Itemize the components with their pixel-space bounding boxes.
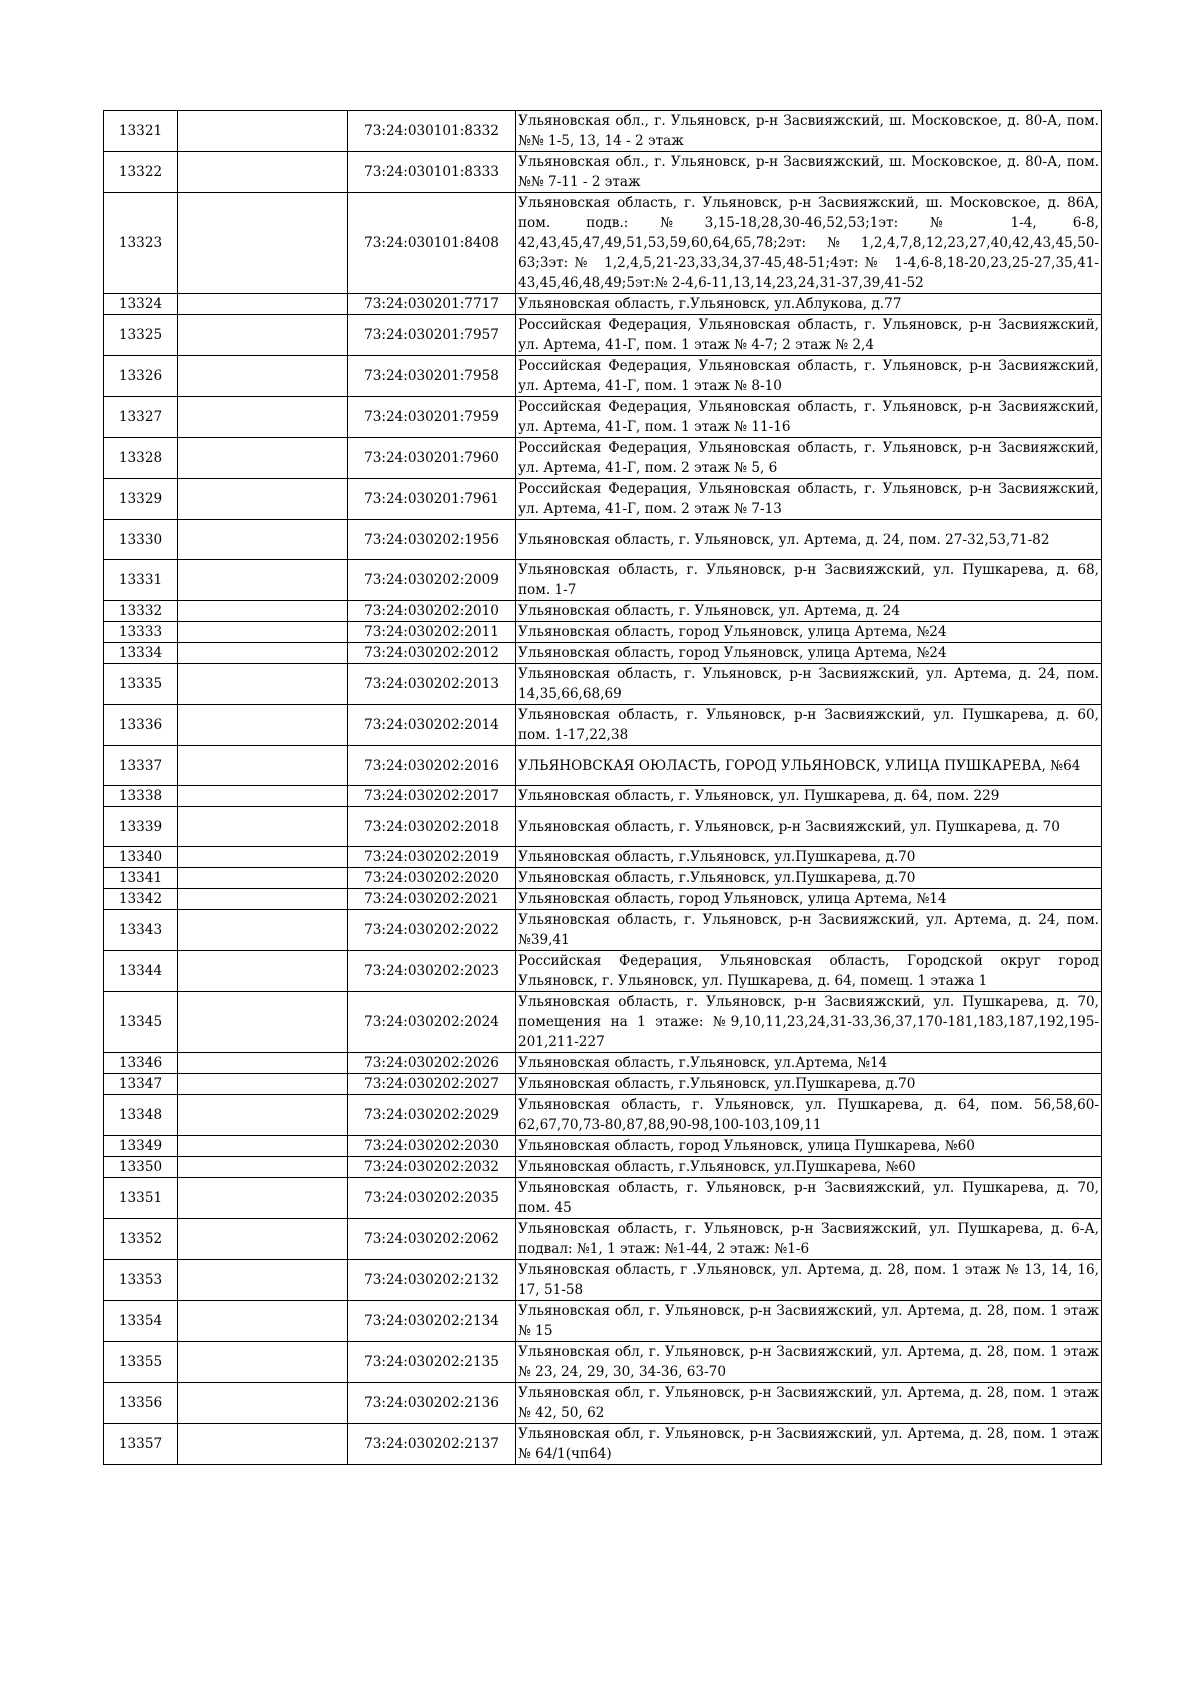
- table-row: [104, 951, 1102, 992]
- address-cell: Ульяновская область, г. Ульяновск, ул. Артема, д. 24: [516, 601, 1102, 622]
- address-cell: Ульяновская область, г .Ульяновск, ул. Артема, д. 28, пом. 1 этаж № 13, 14, 16, 17, 51-58: [516, 1260, 1102, 1301]
- empty-cell: [178, 397, 348, 438]
- address-cell: Ульяновская область, город Ульяновск, улица Артема, №14: [516, 889, 1102, 910]
- row-number-cell: 13337: [104, 746, 178, 786]
- empty-cell: [178, 746, 348, 786]
- empty-cell: [178, 1095, 348, 1136]
- table-row: [104, 786, 1102, 807]
- empty-cell: [178, 152, 348, 193]
- row-number-cell: 13333: [104, 622, 178, 643]
- table-row: [104, 193, 1102, 294]
- cadastral-number-cell: 73:24:030201:7957: [348, 315, 516, 356]
- address-cell: Ульяновская область, г.Ульяновск, ул.Пушкарева, д.70: [516, 868, 1102, 889]
- table-row: [104, 315, 1102, 356]
- row-number-cell: 13338: [104, 786, 178, 807]
- empty-cell: [178, 1157, 348, 1178]
- row-number-cell: 13352: [104, 1219, 178, 1260]
- cadastral-number-cell: 73:24:030202:2013: [348, 664, 516, 705]
- row-number-cell: 13351: [104, 1178, 178, 1219]
- address-cell: Российская Федерация, Ульяновская область, г. Ульяновск, р-н Засвияжский, ул. Артема, 41-Г, пом. 1 этаж № 4-7; 2 этаж № 2,4: [516, 315, 1102, 356]
- row-number-cell: 13353: [104, 1260, 178, 1301]
- row-number-cell: 13345: [104, 992, 178, 1053]
- address-cell: Российская Федерация, Ульяновская область, г. Ульяновск, р-н Засвияжский, ул. Артема, 41-Г, пом. 2 этаж № 7-13: [516, 479, 1102, 520]
- address-cell: Российская Федерация, Ульяновская область, г. Ульяновск, р-н Засвияжский, ул. Артема, 41-Г, пом. 1 этаж № 11-16: [516, 397, 1102, 438]
- table-row: [104, 479, 1102, 520]
- cadastral-number-cell: 73:24:030202:1956: [348, 520, 516, 560]
- address-cell: Российская Федерация, Ульяновская область, г. Ульяновск, р-н Засвияжский, ул. Артема, 41-Г, пом. 2 этаж № 5, 6: [516, 438, 1102, 479]
- empty-cell: [178, 868, 348, 889]
- row-number-cell: 13355: [104, 1342, 178, 1383]
- row-number-cell: 13334: [104, 643, 178, 664]
- table-row: [104, 746, 1102, 786]
- table-row: [104, 992, 1102, 1053]
- table-row: [104, 1136, 1102, 1157]
- empty-cell: [178, 847, 348, 868]
- registry-table-body: [104, 111, 1102, 1465]
- table-row: [104, 152, 1102, 193]
- cadastral-number-cell: 73:24:030101:8332: [348, 111, 516, 152]
- empty-cell: [178, 1301, 348, 1342]
- empty-cell: [178, 786, 348, 807]
- empty-cell: [178, 705, 348, 746]
- address-cell: Ульяновская область, г. Ульяновск, ул. Пушкарева, д. 64, пом. 229: [516, 786, 1102, 807]
- table-row: [104, 868, 1102, 889]
- row-number-cell: 13335: [104, 664, 178, 705]
- cadastral-number-cell: 73:24:030202:2135: [348, 1342, 516, 1383]
- address-cell: Ульяновская область, г. Ульяновск, ул. Пушкарева, д. 64, пом. 56,58,60-62,67,70,73-80,87,88,90-98,100-103,109,11: [516, 1095, 1102, 1136]
- address-cell: Ульяновская область, город Ульяновск, улица Пушкарева, №60: [516, 1136, 1102, 1157]
- address-cell: Российская Федерация, Ульяновская область, г. Ульяновск, р-н Засвияжский, ул. Артема, 41-Г, пом. 1 этаж № 8-10: [516, 356, 1102, 397]
- address-cell: Ульяновская область, г. Ульяновск, р-н Засвияжский, ул. Артема, д. 24, пом. 14,35,66,68,69: [516, 664, 1102, 705]
- table-row: [104, 910, 1102, 951]
- empty-cell: [178, 1053, 348, 1074]
- address-cell: Ульяновская область, г.Ульяновск, ул.Артема, №14: [516, 1053, 1102, 1074]
- empty-cell: [178, 356, 348, 397]
- row-number-cell: 13330: [104, 520, 178, 560]
- row-number-cell: 13326: [104, 356, 178, 397]
- empty-cell: [178, 889, 348, 910]
- empty-cell: [178, 1260, 348, 1301]
- empty-cell: [178, 622, 348, 643]
- table-row: [104, 643, 1102, 664]
- row-number-cell: 13346: [104, 1053, 178, 1074]
- address-cell: Ульяновская область, г. Ульяновск, р-н Засвияжский, ул. Пушкарева, д. 70: [516, 807, 1102, 847]
- empty-cell: [178, 294, 348, 315]
- cadastral-number-cell: 73:24:030202:2029: [348, 1095, 516, 1136]
- row-number-cell: 13339: [104, 807, 178, 847]
- table-row: [104, 111, 1102, 152]
- row-number-cell: 13344: [104, 951, 178, 992]
- table-row: [104, 1219, 1102, 1260]
- address-cell: Ульяновская обл, г. Ульяновск, р-н Засвияжский, ул. Артема, д. 28, пом. 1 этаж № 64/1(чп64): [516, 1424, 1102, 1465]
- cadastral-number-cell: 73:24:030202:2026: [348, 1053, 516, 1074]
- cadastral-number-cell: 73:24:030202:2022: [348, 910, 516, 951]
- empty-cell: [178, 111, 348, 152]
- address-cell: Ульяновская область, г.Ульяновск, ул.Пушкарева, №60: [516, 1157, 1102, 1178]
- empty-cell: [178, 193, 348, 294]
- address-cell: Ульяновская область, г. Ульяновск, р-н Засвияжский, ш. Московское, д. 86А, пом. подв.:№3,15-18,28,30-46,52,53;1эт:№ 1-4, 6-8, 42,43,45,47,49,51,53,59,60,64,65,78;2эт:№1,2,4,7,8,12,23,27,40,42,43,45,50-63;3эт:№ 1,2,4,5,21-23,33,34,37-45,48-51;4эт:№ 1-4,6-8,18-20,23,25-27,35,41-43,45,46,48,49;5эт:№ 2-4,6-11,13,14,23,24,31-37,39,41-52: [516, 193, 1102, 294]
- address-cell: Ульяновская область, г. Ульяновск, р-н Засвияжский, ул. Пушкарева, д. 6-А, подвал: №1, 1 этаж: №1-44, 2 этаж: №1-6: [516, 1219, 1102, 1260]
- address-cell: Ульяновская область, г. Ульяновск, р-н Засвияжский, ул. Пушкарева, д. 68, пом. 1-7: [516, 560, 1102, 601]
- empty-cell: [178, 315, 348, 356]
- address-cell: Ульяновская область, г. Ульяновск, р-н Засвияжский, ул. Артема, д. 24, пом. №39,41: [516, 910, 1102, 951]
- cadastral-number-cell: 73:24:030101:8333: [348, 152, 516, 193]
- table-row: [104, 560, 1102, 601]
- cadastral-number-cell: 73:24:030202:2024: [348, 992, 516, 1053]
- cadastral-number-cell: 73:24:030202:2021: [348, 889, 516, 910]
- cadastral-number-cell: 73:24:030202:2137: [348, 1424, 516, 1465]
- address-cell: Ульяновская обл., г. Ульяновск, р-н Засвияжский, ш. Московское, д. 80-А, пом. №№ 1-5, 13, 14 - 2 этаж: [516, 111, 1102, 152]
- empty-cell: [178, 438, 348, 479]
- table-row: [104, 1178, 1102, 1219]
- empty-cell: [178, 951, 348, 992]
- empty-cell: [178, 1342, 348, 1383]
- address-cell: Ульяновская обл, г. Ульяновск, р-н Засвияжский, ул. Артема, д. 28, пом. 1 этаж № 23, 24, 29, 30, 34-36, 63-70: [516, 1342, 1102, 1383]
- row-number-cell: 13348: [104, 1095, 178, 1136]
- address-cell: Ульяновская область, г. Ульяновск, р-н Засвияжский, ул. Пушкарева, д. 70, пом. 45: [516, 1178, 1102, 1219]
- cadastral-number-cell: 73:24:030202:2062: [348, 1219, 516, 1260]
- table-row: [104, 1424, 1102, 1465]
- address-cell: Ульяновская область, г.Ульяновск, ул.Аблукова, д.77: [516, 294, 1102, 315]
- address-cell: Российская Федерация, Ульяновская область, Городской округ город Ульяновск, г. Ульяновск, ул. Пушкарева, д. 64, помещ. 1 этажа 1: [516, 951, 1102, 992]
- table-row: [104, 438, 1102, 479]
- cadastral-number-cell: 73:24:030201:7961: [348, 479, 516, 520]
- address-cell: Ульяновская область, г. Ульяновск, р-н Засвияжский, ул. Пушкарева, д. 70, помещения на 1 этаже: №9,10,11,23,24,31-33,36,37,170-181,183,187,192,195-201,211-227: [516, 992, 1102, 1053]
- cadastral-number-cell: 73:24:030202:2032: [348, 1157, 516, 1178]
- table-row: [104, 1383, 1102, 1424]
- cadastral-number-cell: 73:24:030202:2011: [348, 622, 516, 643]
- registry-table: [103, 110, 1102, 1465]
- cadastral-number-cell: 73:24:030202:2020: [348, 868, 516, 889]
- table-row: [104, 889, 1102, 910]
- row-number-cell: 13329: [104, 479, 178, 520]
- cadastral-number-cell: 73:24:030201:7960: [348, 438, 516, 479]
- row-number-cell: 13347: [104, 1074, 178, 1095]
- empty-cell: [178, 807, 348, 847]
- row-number-cell: 13322: [104, 152, 178, 193]
- cadastral-number-cell: 73:24:030202:2132: [348, 1260, 516, 1301]
- address-cell: Ульяновская область, г.Ульяновск, ул.Пушкарева, д.70: [516, 1074, 1102, 1095]
- table-row: [104, 622, 1102, 643]
- table-row: [104, 705, 1102, 746]
- cadastral-number-cell: 73:24:030202:2023: [348, 951, 516, 992]
- table-row: [104, 294, 1102, 315]
- row-number-cell: 13331: [104, 560, 178, 601]
- cadastral-number-cell: 73:24:030202:2030: [348, 1136, 516, 1157]
- table-row: [104, 1260, 1102, 1301]
- table-row: [104, 520, 1102, 560]
- cadastral-number-cell: 73:24:030201:7958: [348, 356, 516, 397]
- empty-cell: [178, 664, 348, 705]
- cadastral-number-cell: 73:24:030202:2035: [348, 1178, 516, 1219]
- table-row: [104, 356, 1102, 397]
- cadastral-number-cell: 73:24:030201:7959: [348, 397, 516, 438]
- table-row: [104, 1074, 1102, 1095]
- address-cell: Ульяновская обл, г. Ульяновск, р-н Засвияжский, ул. Артема, д. 28, пом. 1 этаж № 42, 50, 62: [516, 1383, 1102, 1424]
- table-row: [104, 601, 1102, 622]
- row-number-cell: 13325: [104, 315, 178, 356]
- empty-cell: [178, 992, 348, 1053]
- cadastral-number-cell: 73:24:030202:2016: [348, 746, 516, 786]
- row-number-cell: 13341: [104, 868, 178, 889]
- cadastral-number-cell: 73:24:030202:2019: [348, 847, 516, 868]
- table-row: [104, 1095, 1102, 1136]
- row-number-cell: 13357: [104, 1424, 178, 1465]
- row-number-cell: 13342: [104, 889, 178, 910]
- address-cell: Ульяновская обл., г. Ульяновск, р-н Засвияжский, ш. Московское, д. 80-А, пом. №№ 7-11 - 2 этаж: [516, 152, 1102, 193]
- row-number-cell: 13340: [104, 847, 178, 868]
- cadastral-number-cell: 73:24:030202:2012: [348, 643, 516, 664]
- cadastral-number-cell: 73:24:030202:2134: [348, 1301, 516, 1342]
- table-row: [104, 397, 1102, 438]
- table-row: [104, 807, 1102, 847]
- cadastral-number-cell: 73:24:030202:2009: [348, 560, 516, 601]
- empty-cell: [178, 1219, 348, 1260]
- table-row: [104, 1157, 1102, 1178]
- cadastral-number-cell: 73:24:030202:2027: [348, 1074, 516, 1095]
- address-cell: УЛЬЯНОВСКАЯ ОЮЛАСТЬ, ГОРОД УЛЬЯНОВСК, УЛИЦА ПУШКАРЕВА, №64: [516, 746, 1102, 786]
- empty-cell: [178, 910, 348, 951]
- table-row: [104, 847, 1102, 868]
- empty-cell: [178, 1178, 348, 1219]
- row-number-cell: 13321: [104, 111, 178, 152]
- empty-cell: [178, 479, 348, 520]
- row-number-cell: 13349: [104, 1136, 178, 1157]
- cadastral-number-cell: 73:24:030202:2018: [348, 807, 516, 847]
- cadastral-number-cell: 73:24:030202:2017: [348, 786, 516, 807]
- empty-cell: [178, 601, 348, 622]
- row-number-cell: 13336: [104, 705, 178, 746]
- address-cell: Ульяновская область, город Ульяновск, улица Артема, №24: [516, 643, 1102, 664]
- cadastral-number-cell: 73:24:030202:2010: [348, 601, 516, 622]
- address-cell: Ульяновская область, город Ульяновск, улица Артема, №24: [516, 622, 1102, 643]
- empty-cell: [178, 1383, 348, 1424]
- table-row: [104, 664, 1102, 705]
- empty-cell: [178, 520, 348, 560]
- row-number-cell: 13327: [104, 397, 178, 438]
- row-number-cell: 13350: [104, 1157, 178, 1178]
- cadastral-number-cell: 73:24:030101:8408: [348, 193, 516, 294]
- row-number-cell: 13323: [104, 193, 178, 294]
- table-row: [104, 1342, 1102, 1383]
- cadastral-number-cell: 73:24:030202:2136: [348, 1383, 516, 1424]
- row-number-cell: 13324: [104, 294, 178, 315]
- empty-cell: [178, 1424, 348, 1465]
- cadastral-number-cell: 73:24:030202:2014: [348, 705, 516, 746]
- table-row: [104, 1053, 1102, 1074]
- address-cell: Ульяновская область, г.Ульяновск, ул.Пушкарева, д.70: [516, 847, 1102, 868]
- cadastral-number-cell: 73:24:030201:7717: [348, 294, 516, 315]
- empty-cell: [178, 1136, 348, 1157]
- row-number-cell: 13328: [104, 438, 178, 479]
- row-number-cell: 13354: [104, 1301, 178, 1342]
- empty-cell: [178, 643, 348, 664]
- address-cell: Ульяновская область, г. Ульяновск, р-н Засвияжский, ул. Пушкарева, д. 60, пом. 1-17,22,38: [516, 705, 1102, 746]
- address-cell: Ульяновская область, г. Ульяновск, ул. Артема, д. 24, пом. 27-32,53,71-82: [516, 520, 1102, 560]
- address-cell: Ульяновская обл, г. Ульяновск, р-н Засвияжский, ул. Артема, д. 28, пом. 1 этаж № 15: [516, 1301, 1102, 1342]
- row-number-cell: 13343: [104, 910, 178, 951]
- row-number-cell: 13332: [104, 601, 178, 622]
- empty-cell: [178, 560, 348, 601]
- table-row: [104, 1301, 1102, 1342]
- empty-cell: [178, 1074, 348, 1095]
- row-number-cell: 13356: [104, 1383, 178, 1424]
